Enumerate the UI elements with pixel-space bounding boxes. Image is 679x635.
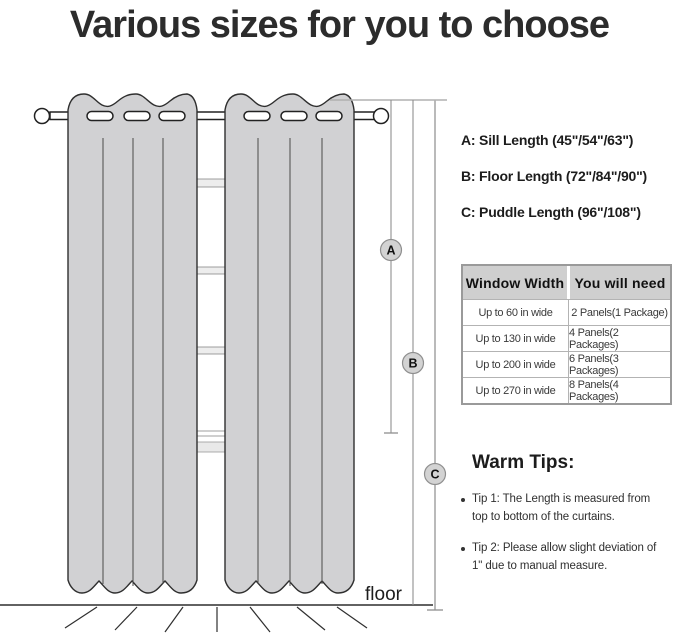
- bullet-dot-icon: [461, 547, 465, 551]
- rod-finial-left-icon: [35, 109, 50, 124]
- tip-line: top to bottom of the curtains.: [472, 511, 615, 523]
- measure-badge-c: [425, 464, 446, 485]
- length-option-sill: A: Sill Length (45"/54"/63"): [461, 132, 634, 148]
- length-options-list: [461, 122, 647, 230]
- table-row: [463, 325, 670, 351]
- measure-badge-c-label: C: [430, 467, 440, 482]
- table-row: [463, 299, 670, 325]
- panel-quantity-table: [461, 264, 672, 405]
- warm-tips-heading: Warm Tips:: [472, 452, 575, 473]
- table-cell: 4 Panels(2 Packages): [568, 326, 670, 351]
- table-header-window-width: Window Width: [463, 266, 567, 299]
- tip-line: 1" due to manual measure.: [472, 560, 608, 572]
- table-header-row: [463, 266, 670, 299]
- tip-item: [461, 539, 676, 575]
- table-row: [463, 377, 670, 403]
- measure-badge-b: [403, 353, 424, 374]
- tip-text: [472, 539, 656, 575]
- measure-badge-b-label: B: [408, 356, 418, 371]
- page-title: Various sizes for you to choose: [69, 4, 610, 46]
- tip-line: Tip 1: The Length is measured from: [472, 493, 651, 505]
- table-cell: 8 Panels(4 Packages): [568, 378, 670, 403]
- measure-badge-a-label: A: [386, 243, 396, 258]
- table-cell: 2 Panels(1 Package): [568, 300, 670, 325]
- table-header-you-will-need: You will need: [570, 266, 670, 299]
- table-cell: Up to 130 in wide: [475, 332, 556, 345]
- table-cell: Up to 200 in wide: [475, 358, 556, 371]
- table-cell: Up to 60 in wide: [478, 306, 553, 319]
- table-cell: 6 Panels(3 Packages): [568, 352, 670, 377]
- floor-hatch-lines: [65, 607, 367, 632]
- curtain-measurement-diagram: [0, 60, 455, 635]
- length-option-floor: B: Floor Length (72"/84"/90"): [461, 168, 648, 184]
- window-frame: [196, 179, 226, 452]
- rod-finial-right-icon: [374, 109, 389, 124]
- warm-tips-list: [461, 490, 676, 588]
- tip-line: Tip 2: Please allow slight deviation of: [472, 542, 657, 554]
- tip-item: [461, 490, 676, 526]
- table-cell: Up to 270 in wide: [475, 384, 556, 397]
- measure-badge-a: [381, 240, 402, 261]
- table-row: [463, 351, 670, 377]
- bullet-dot-icon: [461, 498, 465, 502]
- tip-text: [472, 490, 650, 526]
- length-option-puddle: C: Puddle Length (96"/108"): [461, 204, 641, 220]
- floor-label: floor: [365, 584, 402, 605]
